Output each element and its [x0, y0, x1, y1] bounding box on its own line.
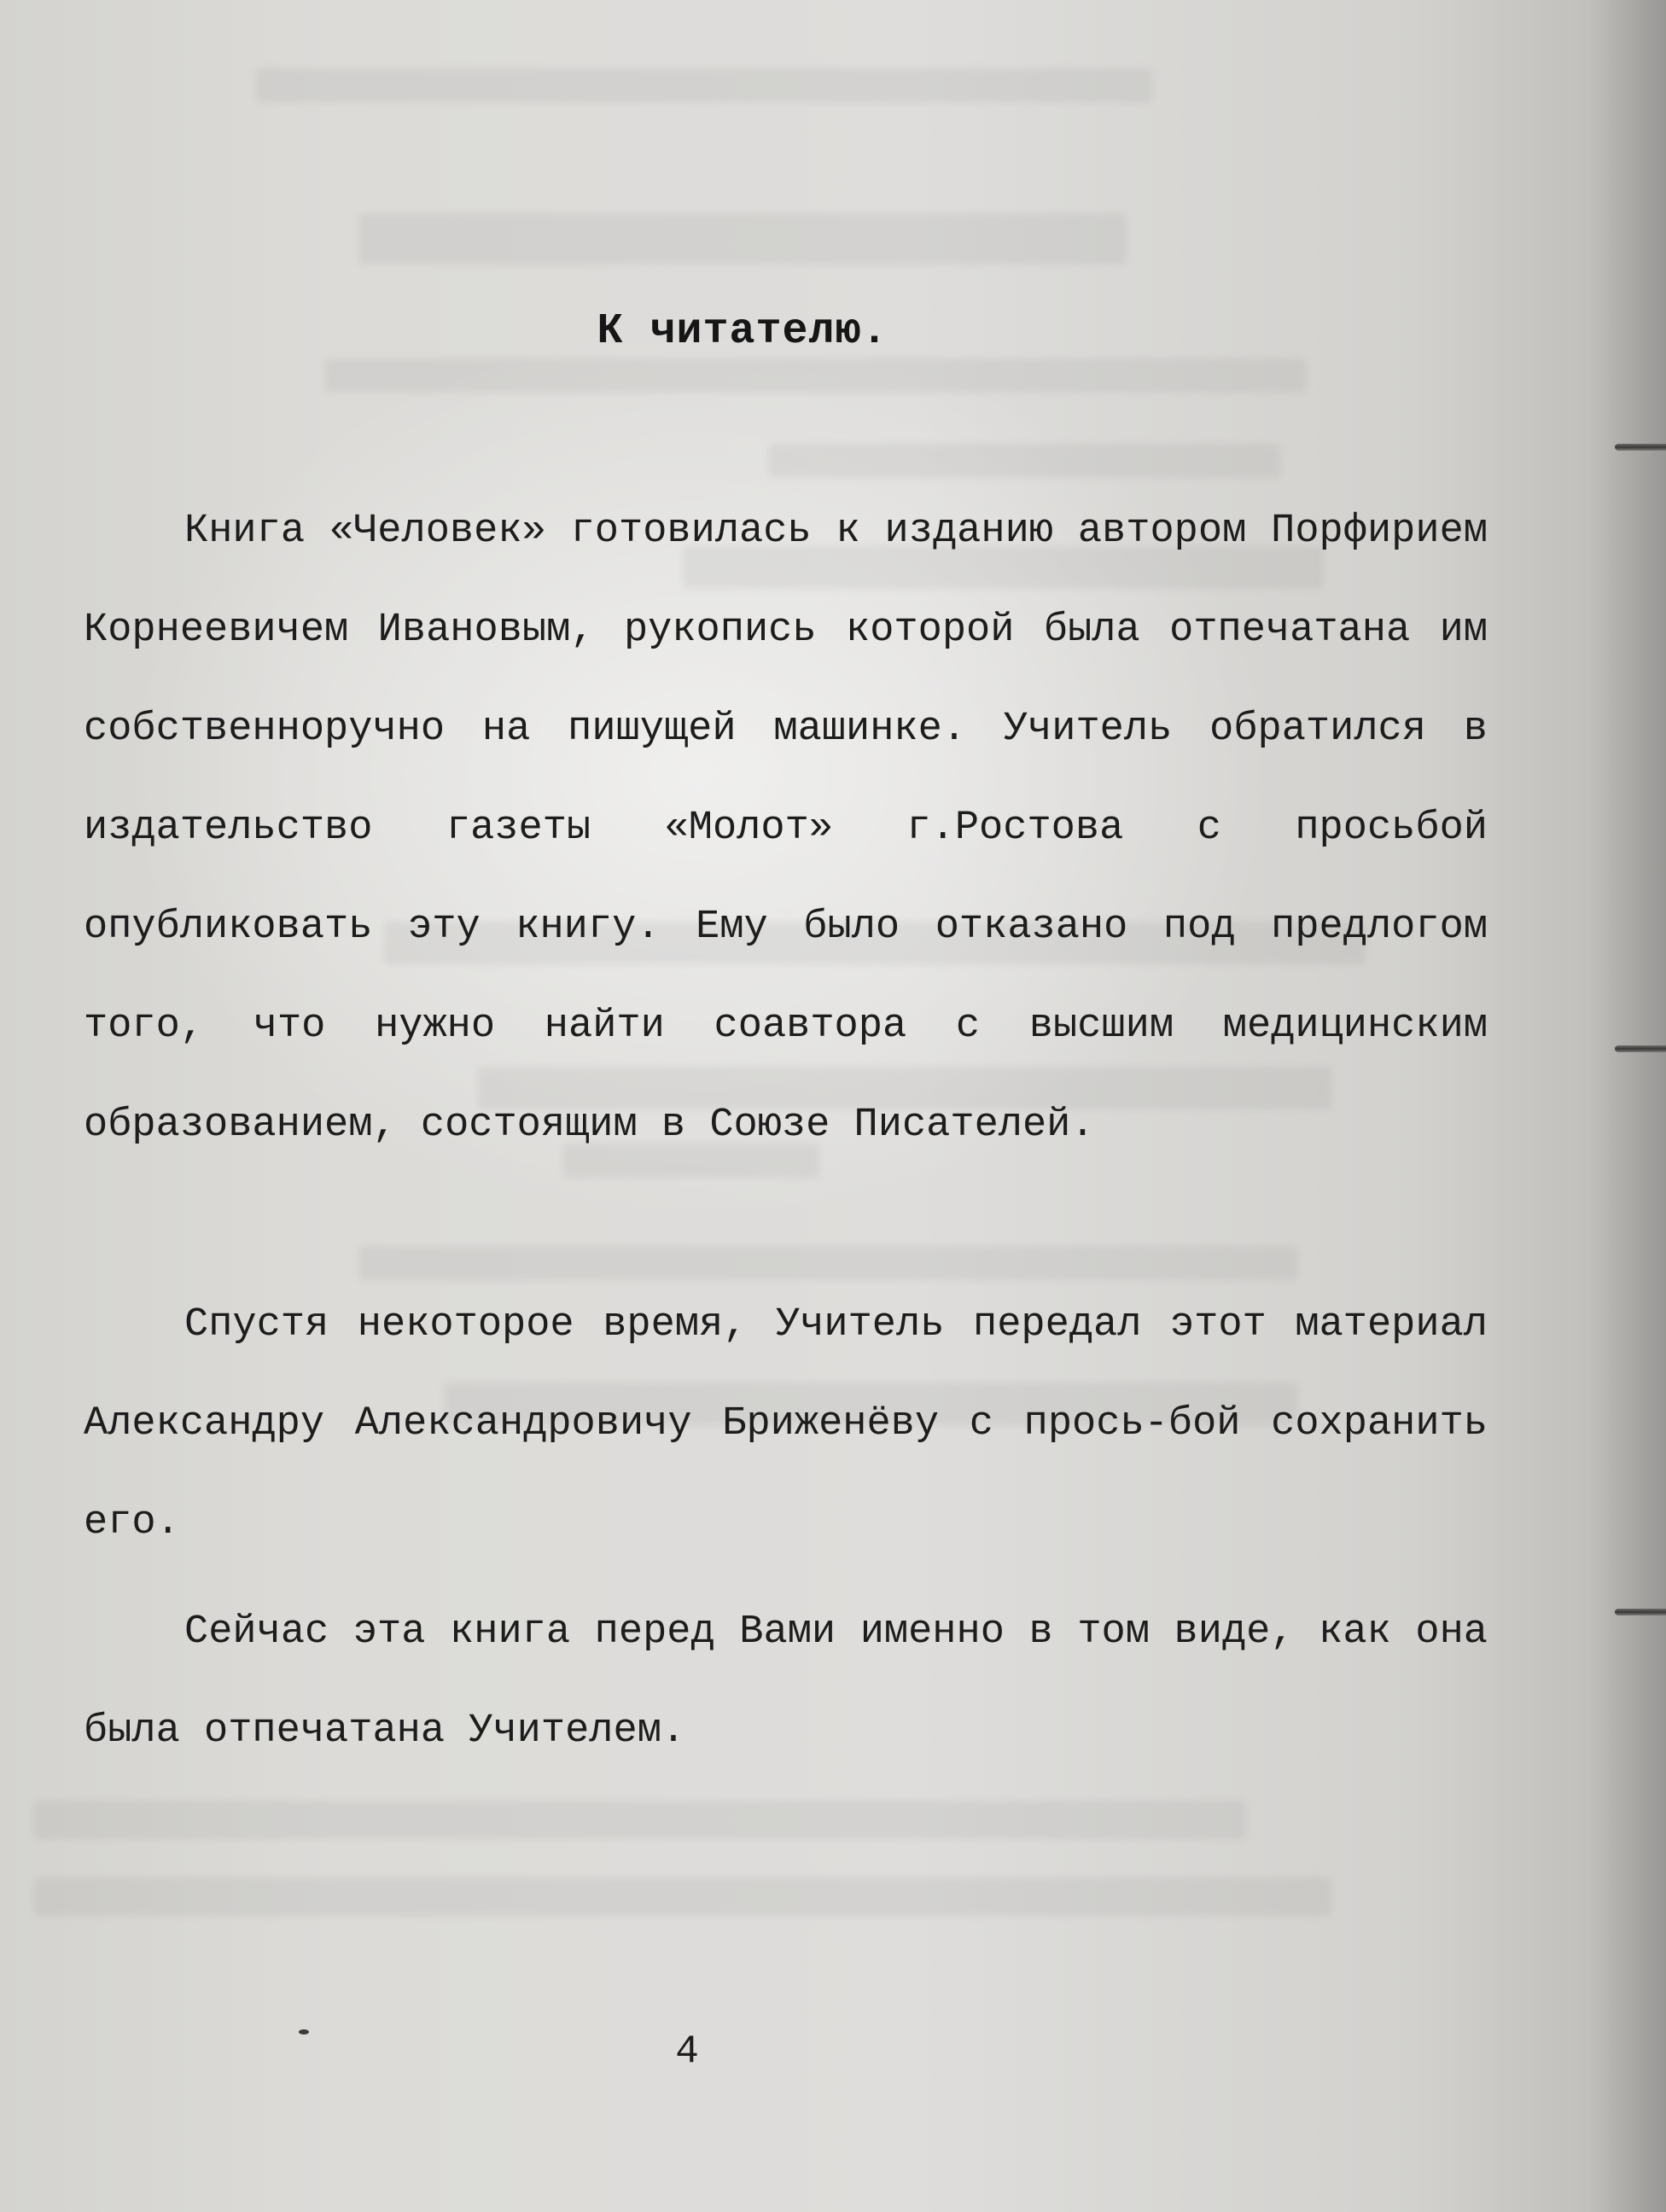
paragraph-1: Книга «Человек» готовилась к изданию автором Порфирием Корнеевичем Ивановым, рукопись которой была отпечатана им собственноручно на пишущей машинке. Учитель обратился в издательство газеты «Молот» г.Ростова с просьбой опубликовать эту книгу. Ему было отказано под предлогом того, что нужно найти соавтора с высшим медицинским образованием, состоящим в Союзе Писателей. [84, 509, 1488, 1148]
paragraph-3: Сейчас эта книга перед Вами именно в том виде, как она была отпечатана Учителем. [84, 1610, 1488, 1754]
paragraph-2: Спустя некоторое время, Учитель передал этот материал Александру Александровичу Бриженёву с прось-бой сохранить его. [84, 1302, 1488, 1545]
section-heading: К читателю. [597, 307, 888, 356]
page-edge-shadow [1589, 0, 1666, 2212]
staple-mark [1615, 1609, 1666, 1615]
staple-mark [1615, 1045, 1666, 1052]
page-number: 4 [675, 2029, 699, 2074]
staple-mark [1615, 444, 1666, 451]
